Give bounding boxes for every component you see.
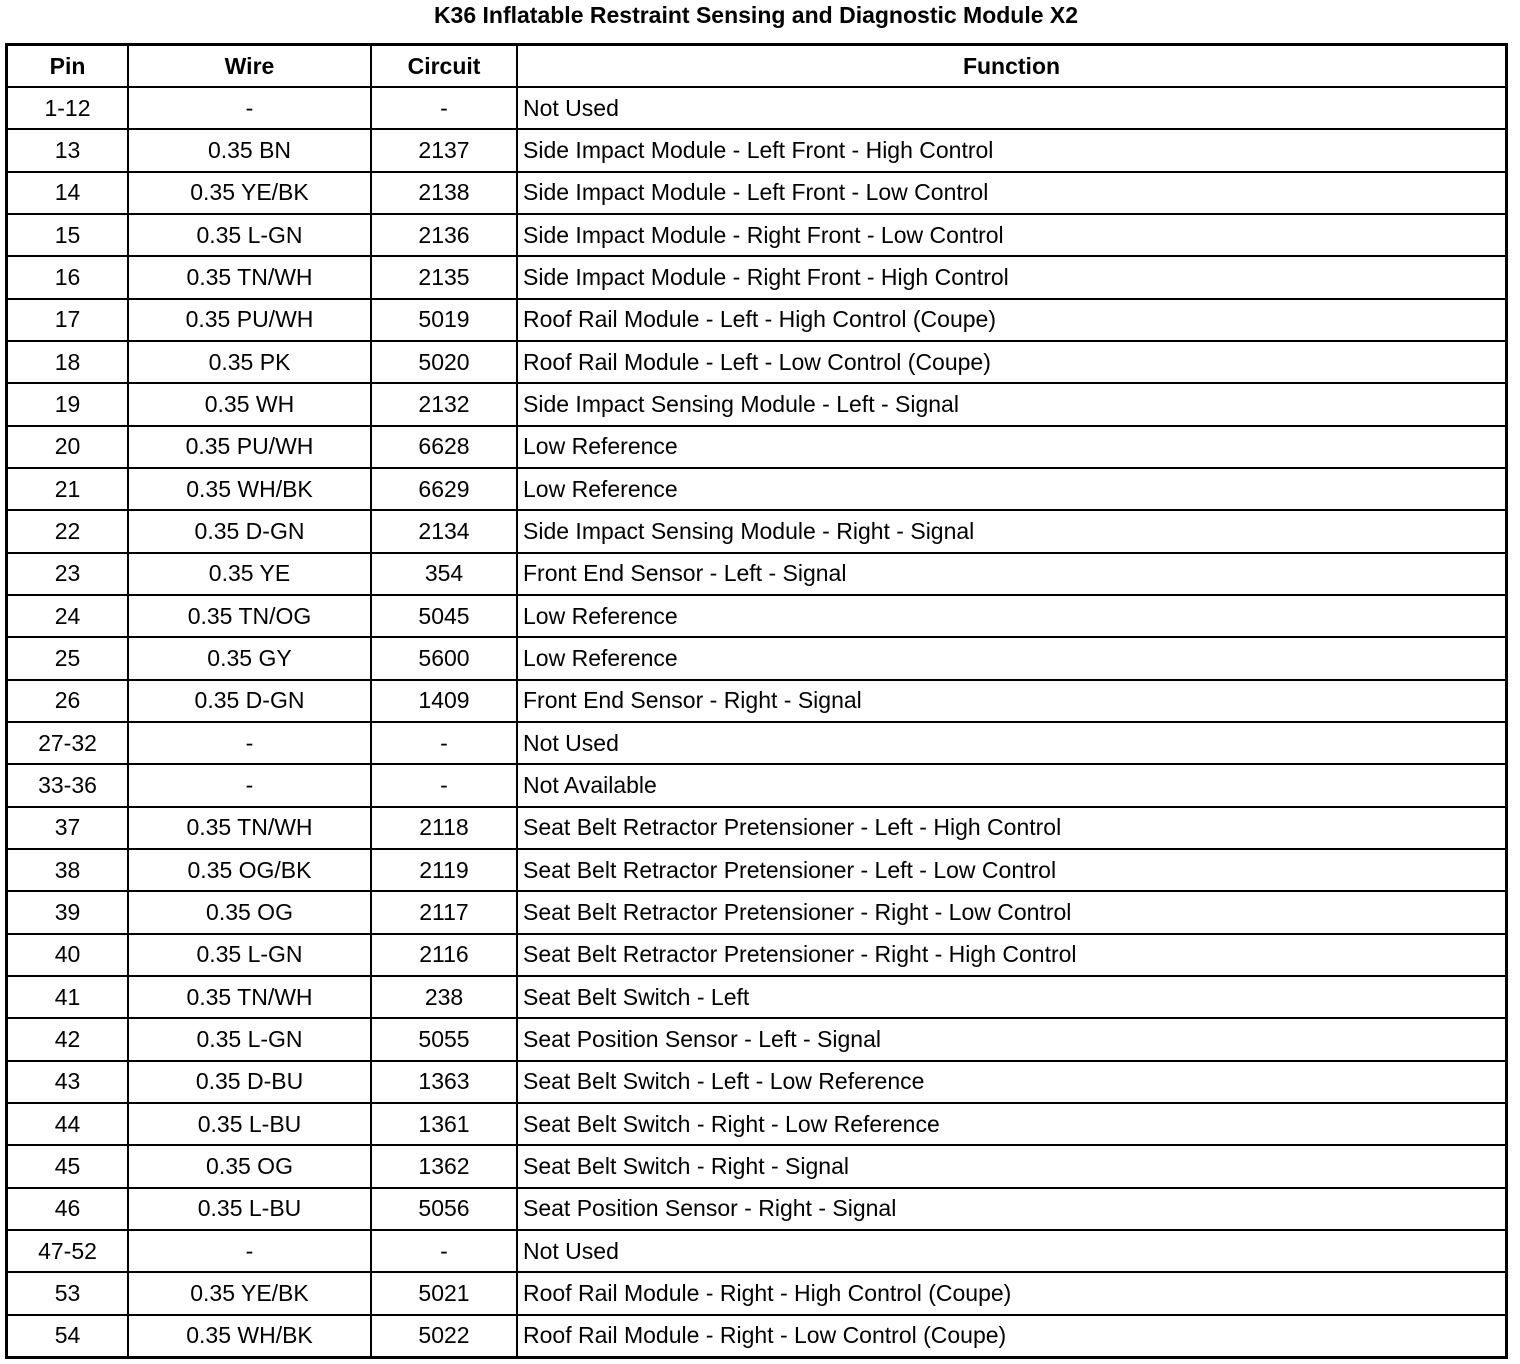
cell-function: Seat Belt Retractor Pretensioner - Right - High Control	[517, 934, 1505, 976]
cell-function: Side Impact Module - Left Front - High Control	[517, 129, 1505, 171]
cell-circuit: -	[371, 764, 517, 806]
cell-pin: 22	[8, 510, 128, 552]
table-header-row	[8, 46, 1505, 87]
cell-pin: 24	[8, 595, 128, 637]
cell-circuit: 2118	[371, 807, 517, 849]
cell-function: Seat Belt Switch - Left - Low Reference	[517, 1061, 1505, 1103]
cell-wire: 0.35 TN/WH	[128, 807, 371, 849]
table-row	[8, 891, 1505, 933]
cell-pin: 43	[8, 1061, 128, 1103]
column-header-wire: Wire	[128, 46, 371, 87]
cell-circuit: 2136	[371, 214, 517, 256]
cell-circuit: 2132	[371, 383, 517, 425]
cell-pin: 38	[8, 849, 128, 891]
cell-pin: 21	[8, 468, 128, 510]
table-row	[8, 1315, 1505, 1356]
cell-circuit: 5020	[371, 341, 517, 383]
column-header-circuit: Circuit	[371, 46, 517, 87]
cell-function: Side Impact Module - Right Front - High Control	[517, 256, 1505, 298]
cell-wire: 0.35 TN/WH	[128, 256, 371, 298]
table-body	[8, 87, 1505, 1356]
cell-wire: 0.35 YE/BK	[128, 1272, 371, 1314]
cell-function: Side Impact Module - Left Front - Low Control	[517, 172, 1505, 214]
cell-circuit: 2134	[371, 510, 517, 552]
cell-wire: -	[128, 87, 371, 129]
cell-function: Front End Sensor - Right - Signal	[517, 680, 1505, 722]
cell-wire: 0.35 PK	[128, 341, 371, 383]
cell-function: Low Reference	[517, 426, 1505, 468]
cell-circuit: 2119	[371, 849, 517, 891]
cell-pin: 15	[8, 214, 128, 256]
cell-wire: 0.35 OG	[128, 1145, 371, 1187]
cell-pin: 23	[8, 553, 128, 595]
cell-pin: 42	[8, 1018, 128, 1060]
cell-wire: 0.35 D-BU	[128, 1061, 371, 1103]
column-header-pin: Pin	[8, 46, 128, 87]
cell-pin: 27-32	[8, 722, 128, 764]
table-row	[8, 1272, 1505, 1314]
cell-pin: 19	[8, 383, 128, 425]
table-row	[8, 764, 1505, 806]
cell-function: Low Reference	[517, 468, 1505, 510]
cell-function: Seat Belt Retractor Pretensioner - Left - High Control	[517, 807, 1505, 849]
cell-pin: 14	[8, 172, 128, 214]
cell-pin: 37	[8, 807, 128, 849]
cell-pin: 25	[8, 637, 128, 679]
cell-circuit: -	[371, 1230, 517, 1272]
cell-wire: 0.35 GY	[128, 637, 371, 679]
cell-pin: 17	[8, 299, 128, 341]
table-row	[8, 1188, 1505, 1230]
cell-wire: -	[128, 764, 371, 806]
cell-function: Seat Belt Retractor Pretensioner - Right - Low Control	[517, 891, 1505, 933]
table-row	[8, 1018, 1505, 1060]
table-row	[8, 299, 1505, 341]
cell-function: Not Used	[517, 722, 1505, 764]
cell-wire: 0.35 TN/WH	[128, 976, 371, 1018]
cell-function: Seat Position Sensor - Left - Signal	[517, 1018, 1505, 1060]
table-row	[8, 1230, 1505, 1272]
cell-pin: 39	[8, 891, 128, 933]
table-row	[8, 426, 1505, 468]
cell-function: Not Used	[517, 87, 1505, 129]
table-row	[8, 172, 1505, 214]
cell-function: Seat Belt Switch - Left	[517, 976, 1505, 1018]
cell-pin: 20	[8, 426, 128, 468]
table-row	[8, 383, 1505, 425]
cell-circuit: 5021	[371, 1272, 517, 1314]
cell-function: Seat Belt Switch - Right - Signal	[517, 1145, 1505, 1187]
cell-function: Roof Rail Module - Right - High Control (Coupe)	[517, 1272, 1505, 1314]
cell-circuit: 5055	[371, 1018, 517, 1060]
cell-wire: 0.35 L-GN	[128, 1018, 371, 1060]
table-row	[8, 595, 1505, 637]
table-row	[8, 722, 1505, 764]
cell-pin: 18	[8, 341, 128, 383]
cell-pin: 47-52	[8, 1230, 128, 1272]
cell-circuit: 1409	[371, 680, 517, 722]
cell-circuit: 2138	[371, 172, 517, 214]
cell-wire: 0.35 L-GN	[128, 934, 371, 976]
cell-function: Seat Position Sensor - Right - Signal	[517, 1188, 1505, 1230]
cell-circuit: 6628	[371, 426, 517, 468]
cell-function: Not Used	[517, 1230, 1505, 1272]
cell-wire: 0.35 OG	[128, 891, 371, 933]
table-row	[8, 1061, 1505, 1103]
table-row	[8, 553, 1505, 595]
cell-circuit: 5056	[371, 1188, 517, 1230]
table-row	[8, 934, 1505, 976]
table-row	[8, 87, 1505, 129]
pinout-table	[8, 46, 1505, 1356]
table-row	[8, 807, 1505, 849]
cell-wire: 0.35 BN	[128, 129, 371, 171]
cell-pin: 45	[8, 1145, 128, 1187]
cell-function: Side Impact Sensing Module - Left - Signal	[517, 383, 1505, 425]
cell-circuit: 1363	[371, 1061, 517, 1103]
table-row	[8, 468, 1505, 510]
cell-wire: 0.35 WH	[128, 383, 371, 425]
cell-pin: 46	[8, 1188, 128, 1230]
cell-pin: 26	[8, 680, 128, 722]
table-row	[8, 680, 1505, 722]
cell-function: Not Available	[517, 764, 1505, 806]
table-row	[8, 849, 1505, 891]
cell-function: Low Reference	[517, 595, 1505, 637]
table-row	[8, 510, 1505, 552]
cell-circuit: 5022	[371, 1315, 517, 1356]
cell-function: Seat Belt Retractor Pretensioner - Left - Low Control	[517, 849, 1505, 891]
cell-pin: 53	[8, 1272, 128, 1314]
cell-circuit: 1362	[371, 1145, 517, 1187]
cell-wire: 0.35 PU/WH	[128, 299, 371, 341]
cell-wire: 0.35 YE	[128, 553, 371, 595]
cell-wire: 0.35 WH/BK	[128, 468, 371, 510]
cell-circuit: 5045	[371, 595, 517, 637]
cell-wire: 0.35 WH/BK	[128, 1315, 371, 1356]
cell-wire: -	[128, 1230, 371, 1272]
table-row	[8, 637, 1505, 679]
cell-circuit: 5019	[371, 299, 517, 341]
cell-wire: 0.35 OG/BK	[128, 849, 371, 891]
cell-wire: 0.35 L-GN	[128, 214, 371, 256]
table-row	[8, 129, 1505, 171]
table-row	[8, 256, 1505, 298]
cell-function: Roof Rail Module - Left - Low Control (Coupe)	[517, 341, 1505, 383]
cell-circuit: 354	[371, 553, 517, 595]
cell-wire: 0.35 TN/OG	[128, 595, 371, 637]
cell-function: Low Reference	[517, 637, 1505, 679]
cell-function: Roof Rail Module - Right - Low Control (Coupe)	[517, 1315, 1505, 1356]
cell-function: Side Impact Module - Right Front - Low Control	[517, 214, 1505, 256]
table-row	[8, 1103, 1505, 1145]
cell-circuit: 238	[371, 976, 517, 1018]
cell-circuit: 5600	[371, 637, 517, 679]
cell-pin: 13	[8, 129, 128, 171]
cell-function: Seat Belt Switch - Right - Low Reference	[517, 1103, 1505, 1145]
cell-circuit: -	[371, 722, 517, 764]
cell-function: Roof Rail Module - Left - High Control (Coupe)	[517, 299, 1505, 341]
cell-wire: 0.35 L-BU	[128, 1103, 371, 1145]
cell-pin: 40	[8, 934, 128, 976]
cell-wire: 0.35 PU/WH	[128, 426, 371, 468]
cell-pin: 41	[8, 976, 128, 1018]
cell-wire: -	[128, 722, 371, 764]
cell-pin: 16	[8, 256, 128, 298]
cell-circuit: 2137	[371, 129, 517, 171]
cell-wire: 0.35 D-GN	[128, 680, 371, 722]
cell-function: Side Impact Sensing Module - Right - Signal	[517, 510, 1505, 552]
column-header-function: Function	[517, 46, 1505, 87]
table-row	[8, 976, 1505, 1018]
cell-circuit: 6629	[371, 468, 517, 510]
page-title: K36 Inflatable Restraint Sensing and Diagnostic Module X2	[433, 2, 1079, 28]
cell-pin: 1-12	[8, 87, 128, 129]
cell-wire: 0.35 D-GN	[128, 510, 371, 552]
cell-pin: 33-36	[8, 764, 128, 806]
table-row	[8, 341, 1505, 383]
cell-circuit: -	[371, 87, 517, 129]
cell-circuit: 2117	[371, 891, 517, 933]
table-row	[8, 1145, 1505, 1187]
cell-pin: 54	[8, 1315, 128, 1356]
cell-circuit: 2116	[371, 934, 517, 976]
cell-pin: 44	[8, 1103, 128, 1145]
pinout-table-container	[5, 43, 1508, 1359]
table-row	[8, 214, 1505, 256]
cell-wire: 0.35 L-BU	[128, 1188, 371, 1230]
cell-circuit: 2135	[371, 256, 517, 298]
cell-function: Front End Sensor - Left - Signal	[517, 553, 1505, 595]
cell-wire: 0.35 YE/BK	[128, 172, 371, 214]
cell-circuit: 1361	[371, 1103, 517, 1145]
